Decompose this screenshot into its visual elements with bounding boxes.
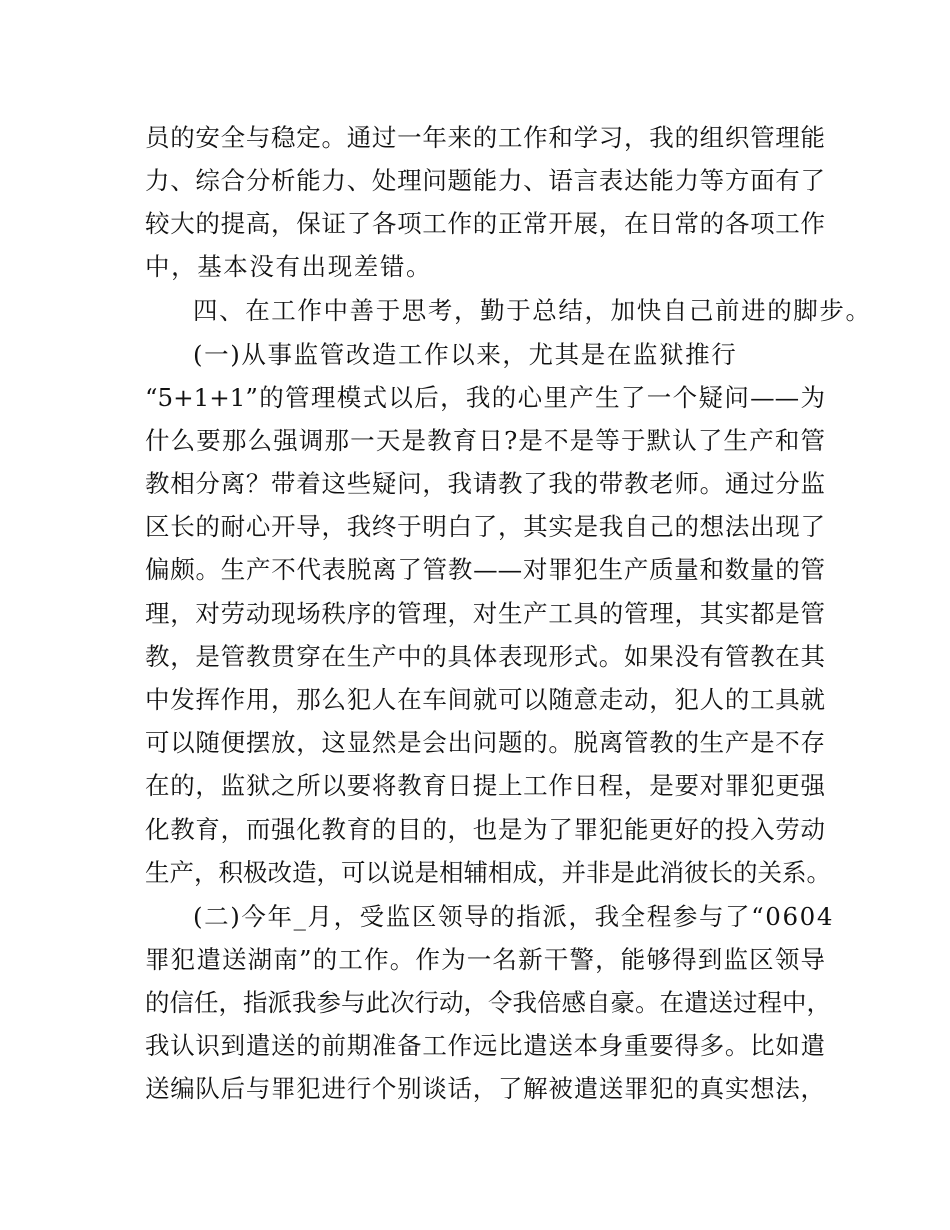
text-line: 区长的耐心开导，我终于明白了，其实是我自己的想法出现了: [145, 512, 825, 541]
text-line: 中发挥作用，那么犯人在车间就可以随意走动，犯人的工具就: [145, 685, 825, 714]
text-line: (一)从事监管改造工作以来，尤其是在监狱推行: [193, 340, 738, 369]
text-line: 中，基本没有出现差错。: [145, 252, 433, 281]
text-line: 教，是管教贯穿在生产中的具体表现形式。如果没有管教在其: [145, 642, 825, 671]
text-line: 的信任，指派我参与此次行动，令我倍感自豪。在遣送过程中，: [145, 988, 831, 1017]
text-line: 员的安全与稳定。通过一年来的工作和学习，我的组织管理能: [145, 123, 825, 152]
text-line: 生产，积极改造，可以说是相辅相成，并非是此消彼长的关系。: [145, 858, 831, 887]
text-line: 什么要那么强调那一天是教育日?是不是等于默认了生产和管: [145, 426, 825, 455]
text-line: (二)今年_月，受监区领导的指派，我全程参与了“0604: [193, 902, 835, 931]
text-line: 理，对劳动现场秩序的管理，对生产工具的管理，其实都是管: [145, 599, 825, 628]
text-line: “5+1+1”的管理模式以后，我的心里产生了一个疑问——为: [145, 383, 825, 412]
text-line: 力、综合分析能力、处理问题能力、语言表达能力等方面有了: [145, 166, 825, 195]
text-line: 罪犯遣送湖南”的工作。作为一名新干警，能够得到监区领导: [145, 945, 825, 974]
text-line: 偏颇。生产不代表脱离了管教——对罪犯生产质量和数量的管: [145, 555, 825, 584]
text-line: 化教育，而强化教育的目的，也是为了罪犯能更好的投入劳动: [145, 815, 825, 844]
text-line: 送编队后与罪犯进行个别谈话，了解被遣送罪犯的真实想法，: [145, 1074, 825, 1103]
text-line: 较大的提高，保证了各项工作的正常开展，在日常的各项工作: [145, 209, 825, 238]
text-line: 教相分离？带着这些疑问，我请教了我的带教老师。通过分监: [145, 469, 825, 498]
text-line: 可以随便摆放，这显然是会出问题的。脱离管教的生产是不存: [145, 728, 825, 757]
text-line: 我认识到遣送的前期准备工作远比遣送本身重要得多。比如遣: [145, 1031, 825, 1060]
section-heading: 四、在工作中善于思考，勤于总结，加快自己前进的脚步。: [193, 296, 872, 325]
text-line: 在的，监狱之所以要将教育日提上工作日程，是要对罪犯更强: [145, 771, 825, 800]
